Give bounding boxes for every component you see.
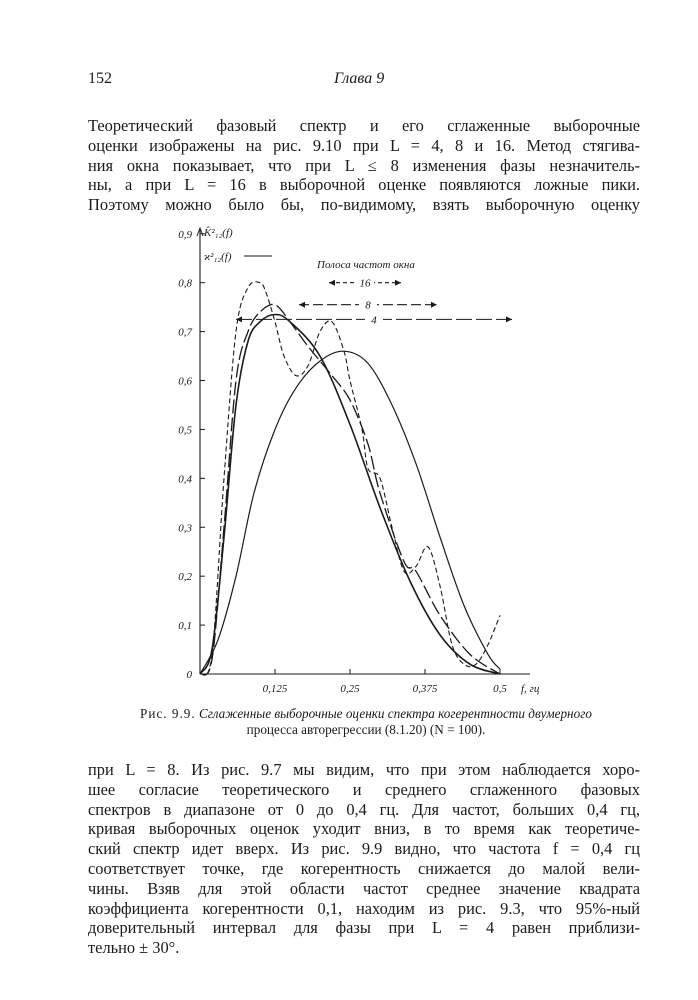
page-number: 152 [88,70,112,87]
chapter-title: Глава 9 [334,70,385,87]
window-band-annotation: Полоса частот окна [317,259,415,271]
x-tick-label: 0,375 [412,683,438,695]
band-label-4: 4 [371,314,377,327]
text-line: Поэтому можно было бы, по-видимому, взять выборочную оценку [88,195,640,215]
text-line: ский спектр идет вверх. Из рис. 9.9 видно, что частота f = 0,4 гц [88,839,640,859]
y-tick-label: 0,5 [178,424,192,437]
y-tick-label: 0,3 [178,522,192,535]
band-arrow-right-4 [506,316,512,322]
y-tick-label: 0,4 [178,473,192,486]
x-axis-label: f, гц [521,683,540,695]
band-arrow-left-16 [329,280,335,286]
y-tick-label: 0,8 [178,277,192,290]
x-tick-label: 0,25 [340,683,360,695]
top-paragraph [88,116,640,215]
series-line-l8 [200,304,500,675]
chart-canvas [160,224,540,704]
page-header [88,70,628,92]
band-arrow-left-8 [299,302,305,308]
y-tick-label: 0,6 [178,375,192,388]
y-tick-label: 0 [186,669,192,681]
band-arrow-right-8 [431,302,437,308]
caption-label: Рис. 9.9. [140,706,196,721]
x-tick-label: 0,5 [493,683,507,695]
y-tick-label: 0,1 [178,620,192,633]
theory-legend-label: ϰ²₁₂(f) [204,251,232,263]
y-tick-label: 0,2 [178,571,192,584]
bottom-paragraph [88,760,640,958]
caption-text: Сглаженные выборочные оценки спектра когерентности двумерного [198,706,592,721]
x-tick-label: 0,125 [262,683,288,695]
y-axis-label: K̂²₁₂(f) [204,227,233,239]
band-label-8: 8 [365,299,371,312]
caption-line-1 [88,706,644,722]
text-line: шее согласие теоретического и среднего сглаженного фазовых [88,779,640,799]
text-line: чины. Взяв для этой области частот среднее значение квадрата [88,878,640,898]
band-label-16: 16 [359,277,371,290]
text-line: кривая выборочных оценок уходит вниз, в то время как теоретиче- [88,819,640,839]
text-line: коэффициента когерентности 0,1, находим из рис. 9.3, что 95%-ный [88,898,640,918]
band-arrow-right-16 [395,280,401,286]
text-line: Теоретический фазовый спектр и его сглаженные выборочные [88,116,640,135]
text-line: доверительный интервал для фазы при L = 4 равен приблизи- [88,918,640,938]
caption-line-2: процесса авторегрессии (8.1.20) (N = 100). [246,722,486,737]
text-line: тельно ± 30°. [88,938,180,958]
y-tick-label: 0,7 [178,326,192,339]
text-line: при L = 8. Из рис. 9.7 мы видим, что при этом наблюдается хоро- [88,760,640,779]
figure-caption [88,706,644,738]
text-line: оценки изображены на рис. 9.10 при L = 4, 8 и 16. Метод стягива- [88,135,640,155]
text-line: соответствует точке, где когерентность снижается до малой вели- [88,858,640,878]
text-line: ны, а при L = 16 в выборочной оценке появляются ложные пики. [88,175,640,195]
coherence-chart [160,224,540,704]
text-line: ния окна показывает, что при L ≤ 8 изменения фазы незначитель- [88,155,640,175]
text-line: спектров в диапазоне от 0 до 0,4 гц. Для частот, больших 0,4 гц, [88,799,640,819]
series-line-l4 [200,315,500,675]
y-tick-label: 0,9 [178,228,192,241]
